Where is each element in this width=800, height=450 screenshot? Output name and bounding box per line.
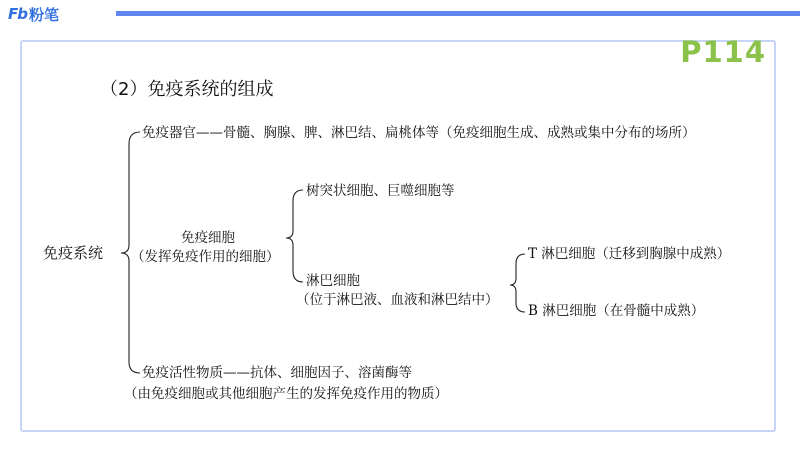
lymphocyte-note: （位于淋巴液、血液和淋巴结中） — [296, 292, 499, 308]
cells-bracket — [286, 190, 303, 282]
immune-cells-note: （发挥免疫作用的细胞） — [131, 249, 280, 265]
logo-mark: Fb — [8, 5, 27, 23]
b-cell-text: B 淋巴细胞（在骨髓中成熟） — [528, 303, 705, 319]
dendritic-cells-text: 树突状细胞、巨噬细胞等 — [306, 183, 455, 199]
section-title: （2）免疫系统的组成 — [100, 79, 274, 100]
lymphocyte-bracket — [510, 254, 525, 312]
logo-text: 粉笔 — [28, 5, 59, 24]
root-node: 免疫系统 — [43, 244, 104, 262]
t-cell-text: T 淋巴细胞（迁移到胸腺中成熟） — [528, 246, 731, 262]
immune-cells-label: 免疫细胞 — [181, 230, 235, 246]
active-substances-note: （由免疫细胞或其他细胞产生的发挥免疫作用的物质） — [124, 386, 448, 402]
immune-organs-text: 免疫器官——骨髓、胸腺、脾、淋巴结、扁桃体等（免疫细胞生成、成熟或集中分布的场所） — [142, 125, 696, 141]
lymphocyte-label: 淋巴细胞 — [306, 273, 360, 289]
page-number: P114 — [680, 35, 766, 69]
active-substances-text: 免疫活性物质——抗体、细胞因子、溶菌酶等 — [142, 365, 412, 381]
